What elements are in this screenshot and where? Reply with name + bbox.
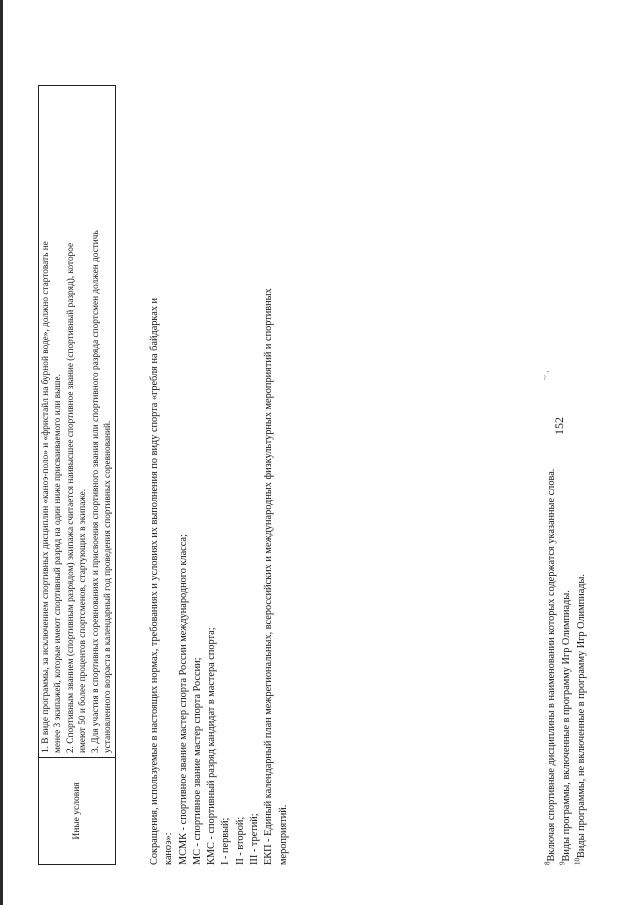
rotated-content	[20, 25, 620, 885]
footnote-mark: 8	[543, 861, 552, 865]
footnote-mark: 9	[558, 861, 567, 865]
abbreviation-item: мероприятий.	[277, 804, 289, 865]
conditions-row	[39, 86, 116, 865]
condition-line: 1. В виде программы, за исключением спортивных дисциплин «каноэ-поло» и «фристайл на бурной воде», должно стартовать не	[41, 241, 51, 753]
footnote	[545, 65, 560, 865]
condition-line: 3. Для участия в спортивных соревнованиях и присвоения спортивного звания или спортивного разряда спортсмен должен достичь	[90, 230, 101, 753]
abbreviation-item: II - второй;	[234, 816, 246, 865]
condition-line: установленного возраста в календарный год проведения спортивных соревнований.	[103, 420, 114, 753]
footnote-text: Виды программы, не включенные в программу Игр Олимпиады.	[575, 574, 587, 858]
footnote-mark: 10	[573, 858, 582, 865]
abbreviations-intro-cont: каноэ»:	[163, 832, 175, 865]
page-number: 152	[552, 417, 566, 435]
condition-line: менее 3 экипажей, которые имеют спортивный разряд на один ниже присваиваемого или выше.	[53, 374, 64, 753]
condition-line: 2. Спортивным званием (спортивным разрядом) экипажа считается наивысшее спортивное звание (спортивный разряд), которое	[65, 242, 76, 753]
conditions-text	[39, 86, 116, 758]
scan-mark: ~ ,	[540, 370, 550, 380]
abbreviation-item: ЕКП - Единый календарный план межрегиональных, всероссийских и международных физкультурных мероприятий и спортивных	[263, 288, 275, 865]
abbreviations-section	[148, 65, 291, 865]
scan-edge	[0, 0, 3, 905]
abbreviation-item: МСМК - спортивное звание мастер спорта России международного класса;	[177, 534, 189, 865]
abbreviation-item: III - третий;	[249, 813, 261, 865]
conditions-label: Иные условия	[39, 758, 116, 865]
abbreviations-intro: Сокращения, используемые в настоящих нормах, требованиях и условиях их выполнения по виду спорта «гребля на байдарках и	[149, 297, 160, 865]
footnote	[560, 65, 575, 865]
abbreviation-item: МС - спортивное звание мастер спорта России;	[191, 657, 203, 865]
conditions-table	[38, 85, 116, 865]
footnote-text: Виды программы, включенные в программу Игр Олимпиады.	[560, 590, 572, 862]
abbreviation-item: КМС - спортивный разряд кандидат в мастера спорта;	[206, 627, 218, 865]
abbreviation-item: I - первый;	[220, 817, 232, 865]
condition-line: имеют 50 и более процентов спортсменов, стартующих в экипаже.	[78, 488, 89, 753]
footnote-text: Включая спортивные дисциплины в наименовании которых содержатся указанные слова.	[546, 468, 557, 862]
footnote	[575, 65, 590, 865]
footnotes-section	[545, 65, 589, 865]
